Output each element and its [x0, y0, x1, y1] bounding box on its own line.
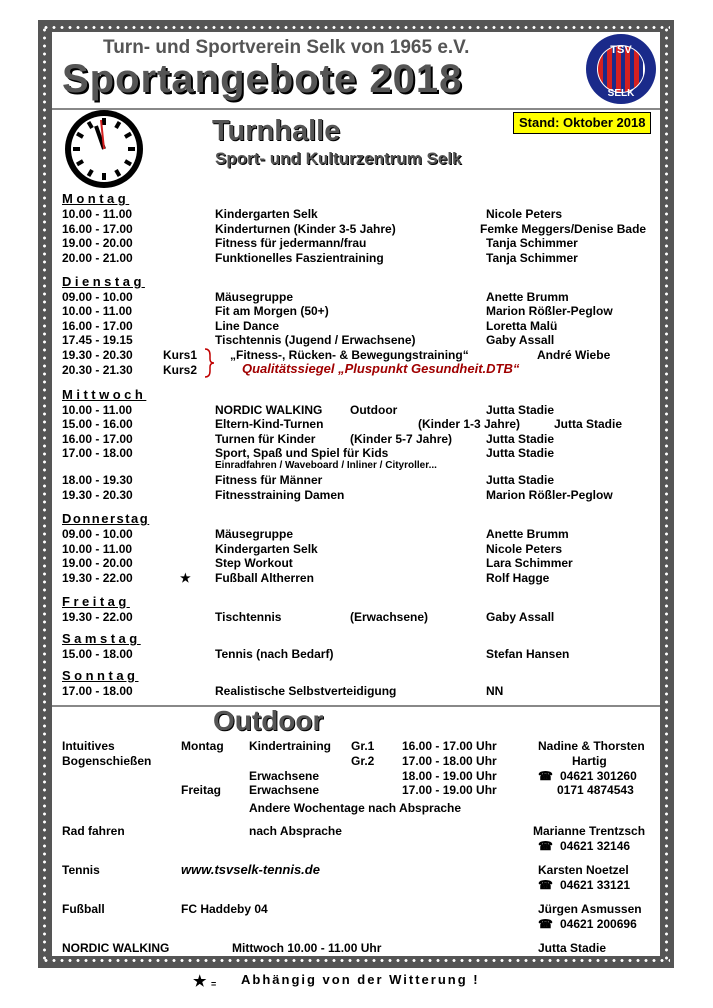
time: 10.00 - 11.00	[62, 403, 133, 417]
trainer: Tanja Schimmer	[486, 236, 578, 250]
weather-note: Abhängig von der Witterung !	[241, 972, 480, 987]
course: Fit am Morgen (50+)	[215, 304, 329, 318]
time: 09.00 - 10.00	[62, 527, 133, 541]
group-type: Erwachsene	[249, 769, 320, 783]
outdoor-divider	[52, 705, 660, 707]
course-note: (Erwachsene)	[350, 610, 429, 624]
course: Kindergarten Selk	[215, 542, 318, 556]
time: 19.30 - 20.30	[62, 488, 133, 502]
trainer: Jutta Stadie	[486, 446, 555, 460]
time: 19.30 - 22.00	[62, 610, 133, 624]
course-note: (Kinder 5-7 Jahre)	[350, 432, 453, 446]
trainer: Rolf Hagge	[486, 571, 550, 585]
course: Tischtennis	[215, 610, 282, 624]
time: 17.00 - 18.00	[62, 684, 133, 698]
trainer: Femke Meggers/Denise Bade	[480, 222, 647, 236]
trainer: Gaby Assall	[486, 610, 555, 624]
course-detail: Einradfahren / Waveboard / Inliner / Cityroller...	[215, 460, 437, 471]
club-name: Turn- und Sportverein Selk von 1965 e.V.	[103, 37, 470, 58]
group-type: Erwachsene	[249, 783, 320, 797]
time: 16.00 - 17.00	[62, 432, 133, 446]
frame-dots-top	[42, 26, 670, 29]
tennis-website-link[interactable]: www.tsvselk-tennis.de	[181, 862, 320, 877]
time: 15.00 - 16.00	[62, 417, 133, 431]
time: 16.00 - 17.00	[62, 222, 133, 236]
course: „Fitness-, Rücken- & Bewegungstraining“	[230, 348, 469, 362]
phone-icon: ☎	[538, 769, 553, 783]
activity-name: Tennis	[62, 863, 100, 877]
weekday: Freitag	[181, 783, 222, 797]
hall-subtitle: Sport- und Kulturzentrum Selk	[215, 149, 462, 168]
day-heading-sonntag: Sonntag	[62, 668, 139, 683]
star-icon: ★	[180, 571, 191, 585]
activity-name: Bogenschießen	[62, 754, 152, 768]
day-heading-mittwoch: Mittwoch	[62, 387, 147, 402]
trainer: Nadine & Thorsten	[538, 739, 645, 753]
course: Fitness für jedermann/frau	[215, 236, 367, 250]
trainer: Lara Schimmer	[486, 556, 573, 570]
frame-dots-bottom	[42, 959, 670, 962]
trainer: NN	[486, 684, 504, 698]
trainer: Gaby Assall	[486, 333, 555, 347]
trainer: Jutta Stadie	[486, 473, 555, 487]
course: Turnen für Kinder	[215, 432, 316, 446]
time: 20.30 - 21.30	[62, 363, 133, 377]
time: 20.00 - 21.00	[62, 251, 133, 265]
day-heading-freitag: Freitag	[62, 594, 130, 609]
logo-text-top: TSV	[610, 44, 632, 56]
weekday: Montag	[181, 739, 224, 753]
equals-sign: =	[211, 979, 217, 989]
frame-dots-left	[43, 26, 46, 962]
tsv-selk-logo	[583, 32, 659, 106]
time: 19.00 - 20.00	[62, 236, 133, 250]
course: Fitness für Männer	[215, 473, 323, 487]
trainer: Hartig	[572, 754, 607, 768]
activity-name: Intuitives	[62, 739, 115, 753]
note: nach Absprache	[249, 824, 342, 838]
time: 17.00 - 18.00 Uhr	[402, 754, 497, 768]
time: 18.00 - 19.00 Uhr	[402, 769, 497, 783]
phone-number: 04621 33121	[560, 878, 631, 892]
clock-icon	[60, 106, 148, 190]
course: Mäusegruppe	[215, 527, 294, 541]
trainer: André Wiebe	[537, 348, 611, 362]
page-title: Sportangebote 2018	[62, 57, 463, 101]
phone-icon: ☎	[538, 878, 553, 892]
course: Tennis (nach Bedarf)	[215, 647, 334, 661]
course: Eltern-Kind-Turnen	[215, 417, 324, 431]
day-heading-dienstag: Dienstag	[62, 274, 145, 289]
trainer: Anette Brumm	[486, 527, 569, 541]
course-label: Kurs2	[163, 363, 198, 377]
day-heading-montag: Montag	[62, 191, 130, 206]
course: Realistische Selbstverteidigung	[215, 684, 397, 698]
phone-number: 0171 4874543	[557, 783, 634, 797]
dtb-quality-seal: Qualitätssiegel „Pluspunkt Gesundheit.DTB“	[242, 361, 520, 376]
course: Line Dance	[215, 319, 280, 333]
time: 10.00 - 11.00	[62, 542, 133, 556]
activity-name: Fußball	[62, 902, 105, 916]
time: 19.00 - 20.00	[62, 556, 133, 570]
time: 15.00 - 18.00	[62, 647, 133, 661]
trainer: Anette Brumm	[486, 290, 569, 304]
time: 16.00 - 17.00 Uhr	[402, 739, 497, 753]
time: 17.00 - 19.00 Uhr	[402, 783, 497, 797]
day-heading-donnerstag: Donnerstag	[62, 511, 150, 526]
trainer: Jutta Stadie	[486, 432, 555, 446]
time: 16.00 - 17.00	[62, 319, 133, 333]
trainer: Jutta Stadie	[538, 941, 607, 955]
course: NORDIC WALKING	[215, 403, 323, 417]
group-label: Gr.2	[351, 754, 375, 768]
course-note: (Kinder 1-3 Jahre)	[418, 417, 521, 431]
note: Andere Wochentage nach Absprache	[249, 801, 462, 815]
course-note: Outdoor	[350, 403, 398, 417]
course: Sport, Spaß und Spiel für Kids	[215, 446, 389, 460]
time: 10.00 - 11.00	[62, 207, 133, 221]
phone-number: 04621 32146	[560, 839, 631, 853]
course: Kindergarten Selk	[215, 207, 318, 221]
outdoor-title: Outdoor	[213, 705, 324, 736]
star-icon: ★	[193, 973, 207, 990]
trainer: Marion Rößler-Peglow	[486, 488, 613, 502]
course: Funktionelles Faszientraining	[215, 251, 384, 265]
course: Mäusegruppe	[215, 290, 294, 304]
trainer: Karsten Noetzel	[538, 863, 629, 877]
group-type: Kindertraining	[249, 739, 332, 753]
time: 09.00 - 10.00	[62, 290, 133, 304]
status-date-badge: Stand: Oktober 2018	[513, 112, 651, 134]
brace-icon	[203, 348, 215, 378]
course: Fitnesstraining Damen	[215, 488, 345, 502]
course-label: Kurs1	[163, 348, 198, 362]
note: FC Haddeby 04	[181, 902, 268, 916]
logo-text-bottom: SELK	[607, 88, 635, 99]
trainer: Jutta Stadie	[486, 403, 555, 417]
trainer: Marianne Trentzsch	[533, 824, 646, 838]
time: 19.30 - 20.30	[62, 348, 133, 362]
group-label: Gr.1	[351, 739, 375, 753]
trainer: Nicole Peters	[486, 207, 563, 221]
course: Step Workout	[215, 556, 293, 570]
phone-icon: ☎	[538, 839, 553, 853]
trainer: Stefan Hansen	[486, 647, 570, 661]
activity-name: NORDIC WALKING	[62, 941, 170, 955]
phone-number: 04621 200696	[560, 917, 637, 931]
time: 19.30 - 22.00	[62, 571, 133, 585]
trainer: Tanja Schimmer	[486, 251, 578, 265]
trainer: Marion Rößler-Peglow	[486, 304, 613, 318]
trainer: Loretta Malü	[486, 319, 558, 333]
course: Fußball Altherren	[215, 571, 314, 585]
activity-name: Rad fahren	[62, 824, 125, 838]
phone-number: 04621 301260	[560, 769, 637, 783]
time: 17.45 - 19.15	[62, 333, 133, 347]
time: Mittwoch 10.00 - 11.00 Uhr	[232, 941, 382, 955]
trainer: Jutta Stadie	[554, 417, 623, 431]
trainer: Jürgen Asmussen	[538, 902, 642, 916]
day-heading-samstag: Samstag	[62, 631, 141, 646]
hall-title: Turnhalle	[212, 115, 341, 147]
time: 18.00 - 19.30	[62, 473, 133, 487]
phone-icon: ☎	[538, 917, 553, 931]
frame-dots-right	[665, 26, 668, 962]
time: 17.00 - 18.00	[62, 446, 133, 460]
time: 10.00 - 11.00	[62, 304, 133, 318]
course: Kinderturnen (Kinder 3-5 Jahre)	[215, 222, 396, 236]
course: Tischtennis (Jugend / Erwachsene)	[215, 333, 416, 347]
trainer: Nicole Peters	[486, 542, 563, 556]
